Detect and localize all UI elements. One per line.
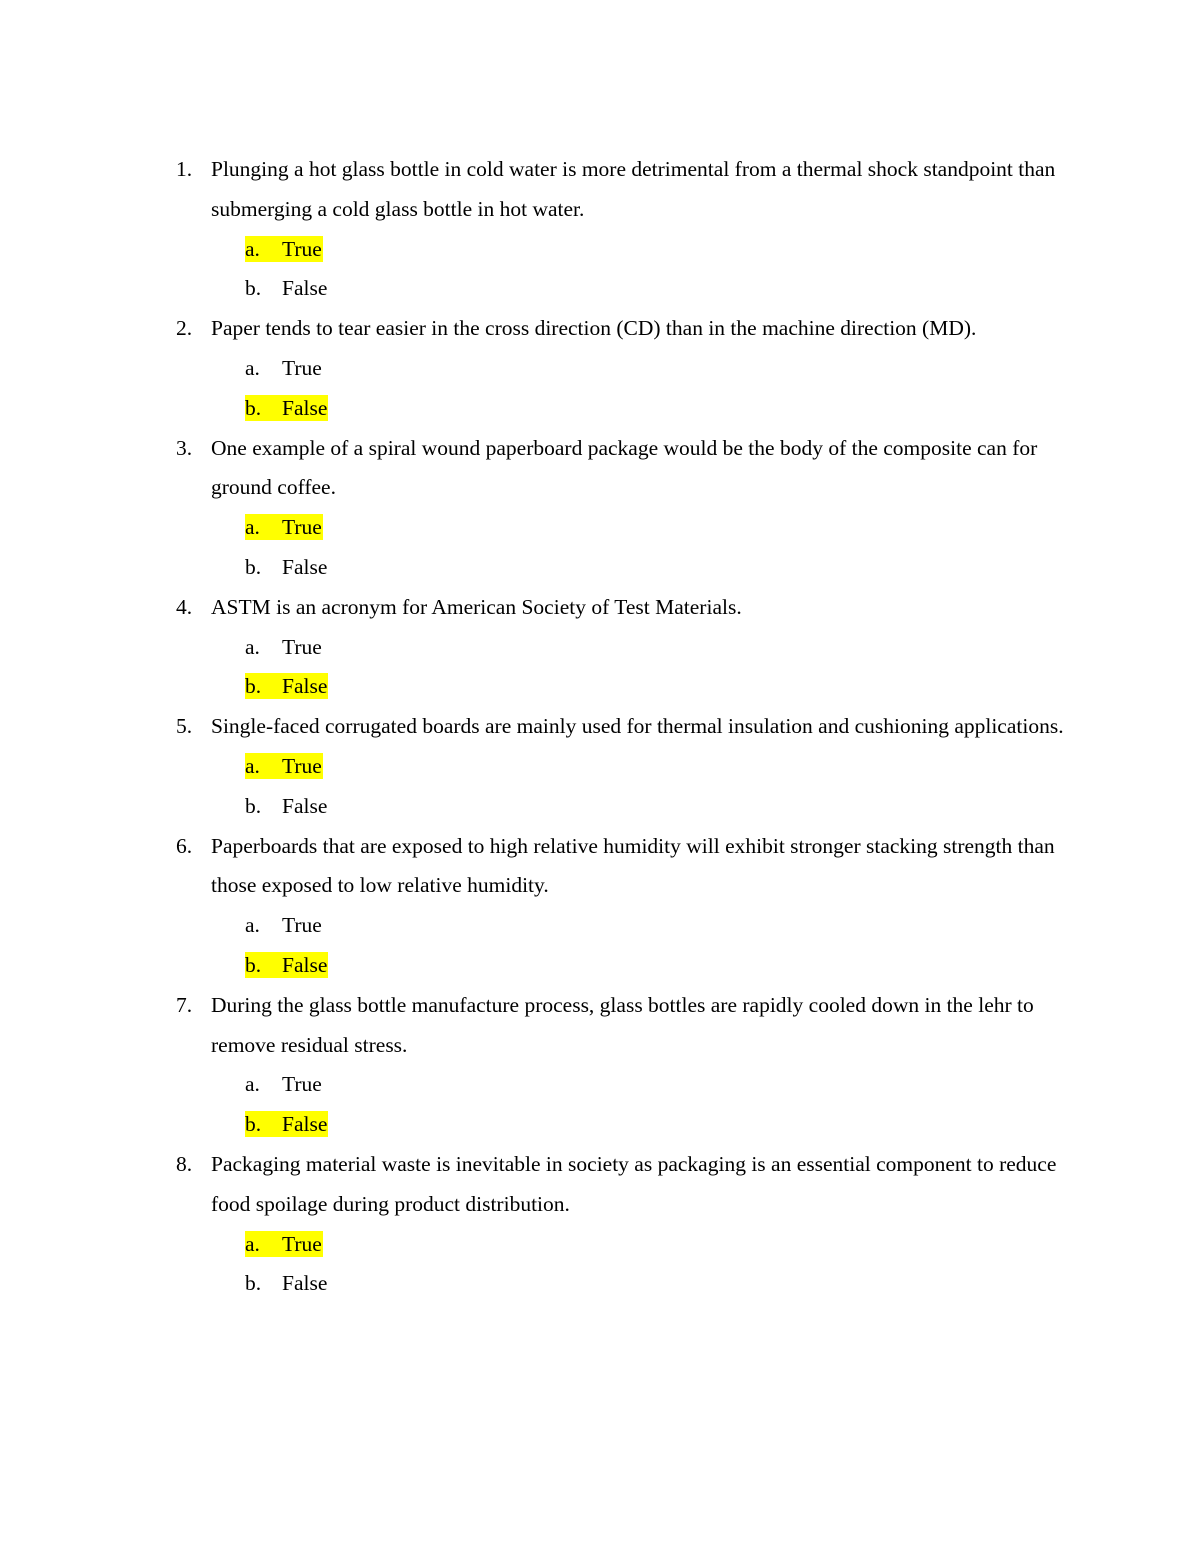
option-a xyxy=(0,747,1200,787)
option-a xyxy=(0,906,1200,946)
question-number: 2. xyxy=(176,316,193,341)
answer-highlight xyxy=(245,753,323,779)
option-label: True xyxy=(282,634,322,659)
option-label: False xyxy=(282,276,328,301)
question-number: 8. xyxy=(176,1151,193,1176)
option-label: True xyxy=(282,236,322,261)
option-label: True xyxy=(282,1231,322,1256)
option-label: False xyxy=(282,395,328,420)
option-a xyxy=(0,349,1200,389)
question-4 xyxy=(0,588,1200,707)
option-letter: b. xyxy=(245,674,262,699)
answer-highlight xyxy=(245,1111,328,1137)
option-label: False xyxy=(282,952,328,977)
question-2 xyxy=(0,309,1200,428)
option-letter: a. xyxy=(245,355,260,380)
question-number: 7. xyxy=(176,992,193,1017)
option-letter: b. xyxy=(245,395,262,420)
question-5 xyxy=(0,707,1200,826)
option-label: False xyxy=(282,674,328,699)
option-label: True xyxy=(282,753,322,778)
question-number: 6. xyxy=(176,833,193,858)
option-label: True xyxy=(282,1072,322,1097)
question-3 xyxy=(0,429,1200,588)
option-letter: b. xyxy=(245,952,262,977)
option-letter: a. xyxy=(245,753,260,778)
answer-highlight xyxy=(245,514,323,540)
question-6 xyxy=(0,827,1200,986)
option-b xyxy=(0,269,1200,309)
option-b xyxy=(0,389,1200,429)
answer-highlight xyxy=(245,236,323,262)
question-7 xyxy=(0,986,1200,1145)
option-b xyxy=(0,667,1200,707)
answer-highlight xyxy=(245,395,328,421)
option-letter: a. xyxy=(245,236,260,261)
answer-highlight xyxy=(245,952,328,978)
question-8 xyxy=(0,1145,1200,1304)
question-text: Paper tends to tear easier in the cross direction (CD) than in the machine direction (MD). xyxy=(211,316,977,341)
option-letter: a. xyxy=(245,1231,260,1256)
option-a xyxy=(0,628,1200,668)
option-label: True xyxy=(282,913,322,938)
question-number: 4. xyxy=(176,594,193,619)
option-label: False xyxy=(282,554,328,579)
option-letter: b. xyxy=(245,554,262,579)
question-1 xyxy=(0,150,1200,309)
question-number: 5. xyxy=(176,714,193,739)
answer-highlight xyxy=(245,673,328,699)
option-letter: a. xyxy=(245,634,260,659)
question-number: 1. xyxy=(176,157,193,181)
option-b xyxy=(0,1264,1200,1304)
option-letter: b. xyxy=(245,793,262,818)
question-text: ASTM is an acronym for American Society of Test Materials. xyxy=(211,594,742,619)
option-letter: a. xyxy=(245,913,260,938)
question-text: Packaging material waste is inevitable in society as packaging is an essential component to reduce food spoilage during product distribution. xyxy=(211,1151,1057,1216)
option-label: True xyxy=(282,355,322,380)
option-letter: b. xyxy=(245,1112,262,1137)
option-b xyxy=(0,946,1200,986)
option-label: False xyxy=(282,1271,328,1296)
option-b xyxy=(0,1105,1200,1145)
option-letter: a. xyxy=(245,1072,260,1097)
option-label: False xyxy=(282,1112,328,1137)
option-b xyxy=(0,787,1200,827)
option-a xyxy=(0,1065,1200,1105)
question-text: During the glass bottle manufacture process, glass bottles are rapidly cooled down in the lehr to remove residual stress. xyxy=(211,992,1034,1057)
quiz-document xyxy=(0,150,1200,1304)
option-a xyxy=(0,1225,1200,1265)
option-b xyxy=(0,548,1200,588)
option-letter: b. xyxy=(245,276,262,301)
question-text: One example of a spiral wound paperboard package would be the body of the composite can for ground coffee. xyxy=(211,435,1038,500)
option-a xyxy=(0,508,1200,548)
question-text: Plunging a hot glass bottle in cold water is more detrimental from a thermal shock standpoint than submerging a cold glass bottle in hot water. xyxy=(211,157,1056,221)
option-letter: a. xyxy=(245,515,260,540)
question-text: Single-faced corrugated boards are mainly used for thermal insulation and cushioning applications. xyxy=(211,714,1064,739)
question-text: Paperboards that are exposed to high relative humidity will exhibit stronger stacking strength than those exposed to low relative humidity. xyxy=(211,833,1055,898)
option-label: True xyxy=(282,515,322,540)
option-label: False xyxy=(282,793,328,818)
option-letter: b. xyxy=(245,1271,262,1296)
answer-highlight xyxy=(245,1231,323,1257)
question-number: 3. xyxy=(176,435,193,460)
option-a xyxy=(0,230,1200,270)
